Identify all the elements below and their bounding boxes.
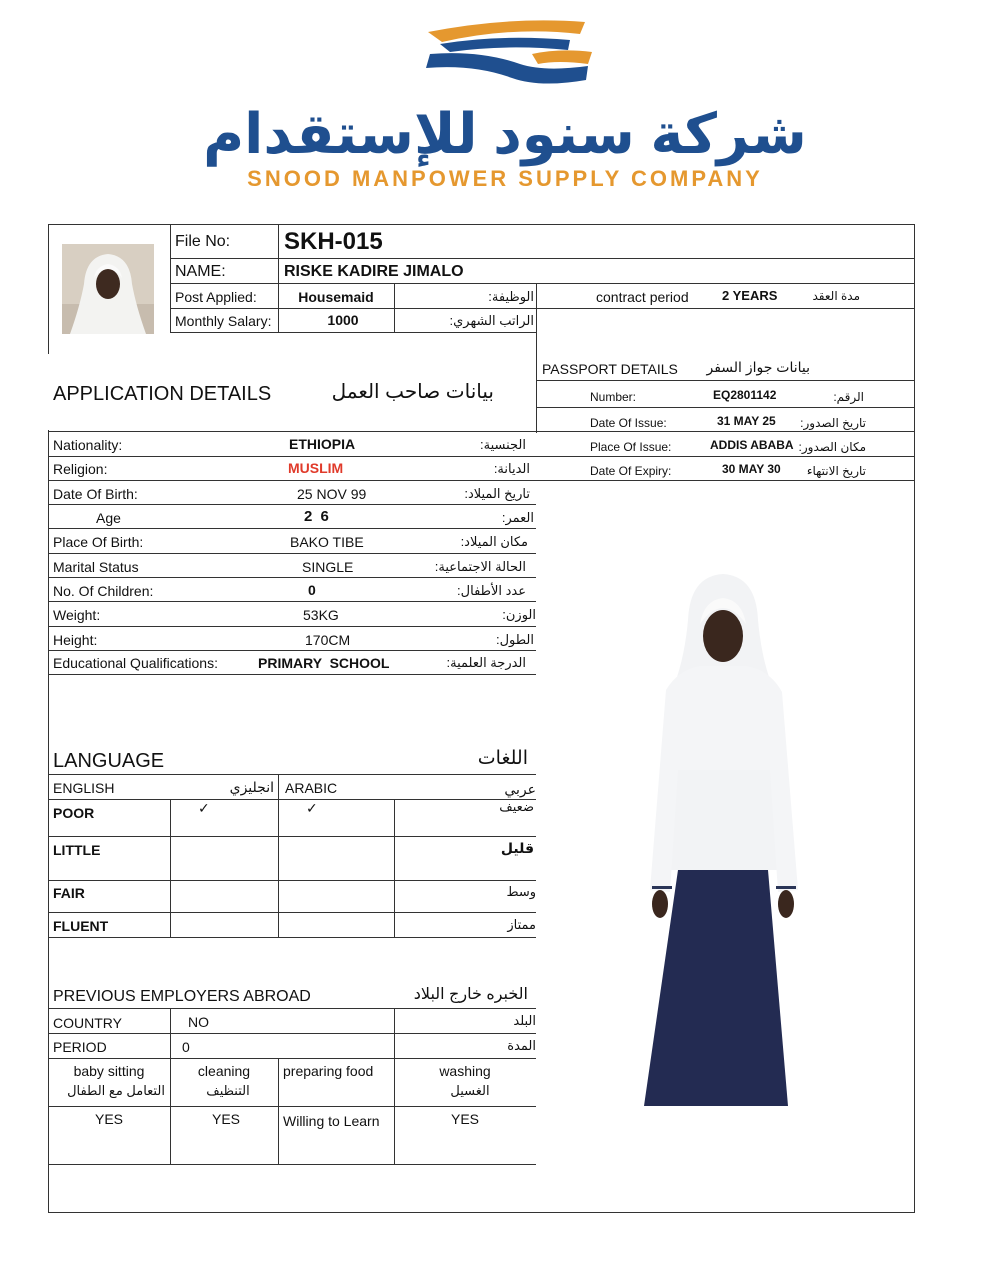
skill-label: cleaning <box>197 1063 251 1079</box>
passport-label: Number: <box>590 390 637 404</box>
field-label: Religion: <box>53 461 108 477</box>
english-check-icon: ✓ <box>198 800 210 816</box>
language-level-label-ar: ضعيف <box>499 799 534 814</box>
post-applied-value: Housemaid <box>298 289 374 305</box>
field-label: Nationality: <box>53 437 123 453</box>
name-label: NAME: <box>175 263 226 280</box>
field-label: COUNTRY <box>53 1015 122 1031</box>
monthly-salary-value: 1000 <box>327 312 359 328</box>
field-value: SINGLE <box>302 559 354 575</box>
field-label: Weight: <box>53 607 101 623</box>
passport-label-ar: تاريخ الانتهاء <box>806 464 866 478</box>
field-value: PRIMARY SCHOOL <box>258 655 390 671</box>
passport-label: Date Of Issue: <box>590 416 667 430</box>
field-label: Height: <box>53 632 98 648</box>
passport-label: Date Of Expiry: <box>590 464 672 478</box>
language-level-label-ar: قليل <box>500 840 534 856</box>
field-label: Date Of Birth: <box>53 486 138 502</box>
field-label: Age <box>96 510 121 526</box>
skill-value: Willing to Learn <box>283 1113 380 1129</box>
field-value: NO <box>188 1014 209 1030</box>
passport-label-ar: تاريخ الصدور: <box>800 416 866 430</box>
monthly-salary-label: Monthly Salary: <box>175 313 272 329</box>
language-col-english-ar: انجليزي <box>229 779 274 795</box>
field-label: Place Of Birth: <box>53 534 144 550</box>
passport-label-ar: الرقم: <box>833 390 864 404</box>
passport-label-ar: مكان الصدور: <box>798 440 866 454</box>
company-logo <box>170 8 840 198</box>
passport-value: 30 MAY 30 <box>722 462 781 476</box>
file-no-value: SKH-015 <box>284 228 383 255</box>
field-label-ar: الجنسية: <box>480 437 526 452</box>
monthly-salary-label-ar: الراتب الشهري: <box>449 313 534 328</box>
skill-label-ar: التعامل مع الطفال <box>67 1083 165 1098</box>
field-value: BAKO TIBE <box>290 534 364 550</box>
arabic-check-icon: ✓ <box>306 800 318 816</box>
company-name-arabic: شركة سنود للإستقدام <box>203 102 807 165</box>
language-title-ar: اللغات <box>477 748 528 769</box>
field-label-ar: مكان الميلاد: <box>460 534 528 549</box>
skill-label: washing <box>439 1063 491 1079</box>
religion-value: MUSLIM <box>288 460 344 476</box>
field-label-ar: الدرجة العلمية: <box>446 655 526 670</box>
contract-period-label-ar: مدة العقد <box>812 289 860 303</box>
passport-title-ar: بيانات جواز السفر <box>706 359 810 375</box>
field-value: 170CM <box>305 632 351 648</box>
skill-label: preparing food <box>283 1063 374 1079</box>
field-label-ar: الحالة الاجتماعية: <box>434 559 526 574</box>
logo-emblem-icon <box>420 10 600 100</box>
field-label-ar: الطول: <box>495 632 534 647</box>
skill-value: YES <box>211 1111 240 1127</box>
field-value: 53KG <box>303 607 339 623</box>
field-label-ar: العمر: <box>501 510 534 525</box>
field-value: 25 NOV 99 <box>297 486 367 502</box>
field-value: 0 <box>308 582 316 598</box>
passport-value: EQ2801142 <box>713 388 777 402</box>
field-label-ar: عدد الأطفال: <box>457 583 526 598</box>
language-col-english: ENGLISH <box>53 780 115 796</box>
language-level-label: FLUENT <box>53 918 109 934</box>
skill-value: YES <box>94 1111 123 1127</box>
passport-title: PASSPORT DETAILS <box>542 361 678 377</box>
field-label-ar: البلد <box>513 1013 536 1028</box>
field-label: PERIOD <box>53 1039 107 1055</box>
applicant-full-photo <box>638 570 808 1110</box>
field-value: 2 6 <box>304 508 331 525</box>
language-level-label-ar: ممتاز <box>507 917 536 932</box>
contract-period-label: contract period <box>596 289 689 305</box>
name-value: RISKE KADIRE JIMALO <box>284 263 464 280</box>
employers-title: PREVIOUS EMPLOYERS ABROAD <box>53 988 311 1005</box>
language-level-label: FAIR <box>53 885 85 901</box>
contract-period-value: 2 YEARS <box>722 288 778 303</box>
language-level-label-ar: وسط <box>506 884 536 899</box>
post-applied-label: Post Applied: <box>175 289 257 305</box>
field-label: Marital Status <box>53 559 139 575</box>
company-name-english: SNOOD MANPOWER SUPPLY COMPANY <box>247 166 763 191</box>
skill-label-ar: التنظيف <box>206 1083 250 1098</box>
field-value: 0 <box>182 1039 190 1055</box>
file-no-label: File No: <box>175 233 231 250</box>
language-col-arabic-ar: عربي <box>504 781 536 797</box>
passport-label: Place Of Issue: <box>590 440 672 454</box>
applicant-headshot-photo <box>62 244 154 334</box>
field-label: No. Of Children: <box>53 583 154 599</box>
language-level-label: LITTLE <box>53 842 101 858</box>
passport-value: 31 MAY 25 <box>717 414 776 428</box>
passport-value: ADDIS ABABA <box>710 438 794 452</box>
skill-label: baby sitting <box>73 1063 145 1079</box>
application-title-ar: بيانات صاحب العمل <box>331 381 494 403</box>
skill-label-ar: الغسيل <box>450 1083 490 1098</box>
field-label-ar: المدة <box>507 1038 536 1053</box>
language-col-arabic: ARABIC <box>285 780 338 796</box>
post-applied-label-ar: الوظيفة: <box>488 289 534 304</box>
language-title: LANGUAGE <box>53 750 165 772</box>
application-title: APPLICATION DETAILS <box>53 383 272 405</box>
field-label: Educational Qualifications: <box>53 655 218 671</box>
field-label-ar: الديانة: <box>493 461 530 476</box>
employers-title-ar: الخبره خارج البلاد <box>413 986 528 1003</box>
field-value: ETHIOPIA <box>289 436 356 452</box>
language-level-label: POOR <box>53 805 95 821</box>
skill-value: YES <box>450 1111 479 1127</box>
field-label-ar: الوزن: <box>502 607 536 622</box>
field-label-ar: تاريخ الميلاد: <box>464 486 530 501</box>
